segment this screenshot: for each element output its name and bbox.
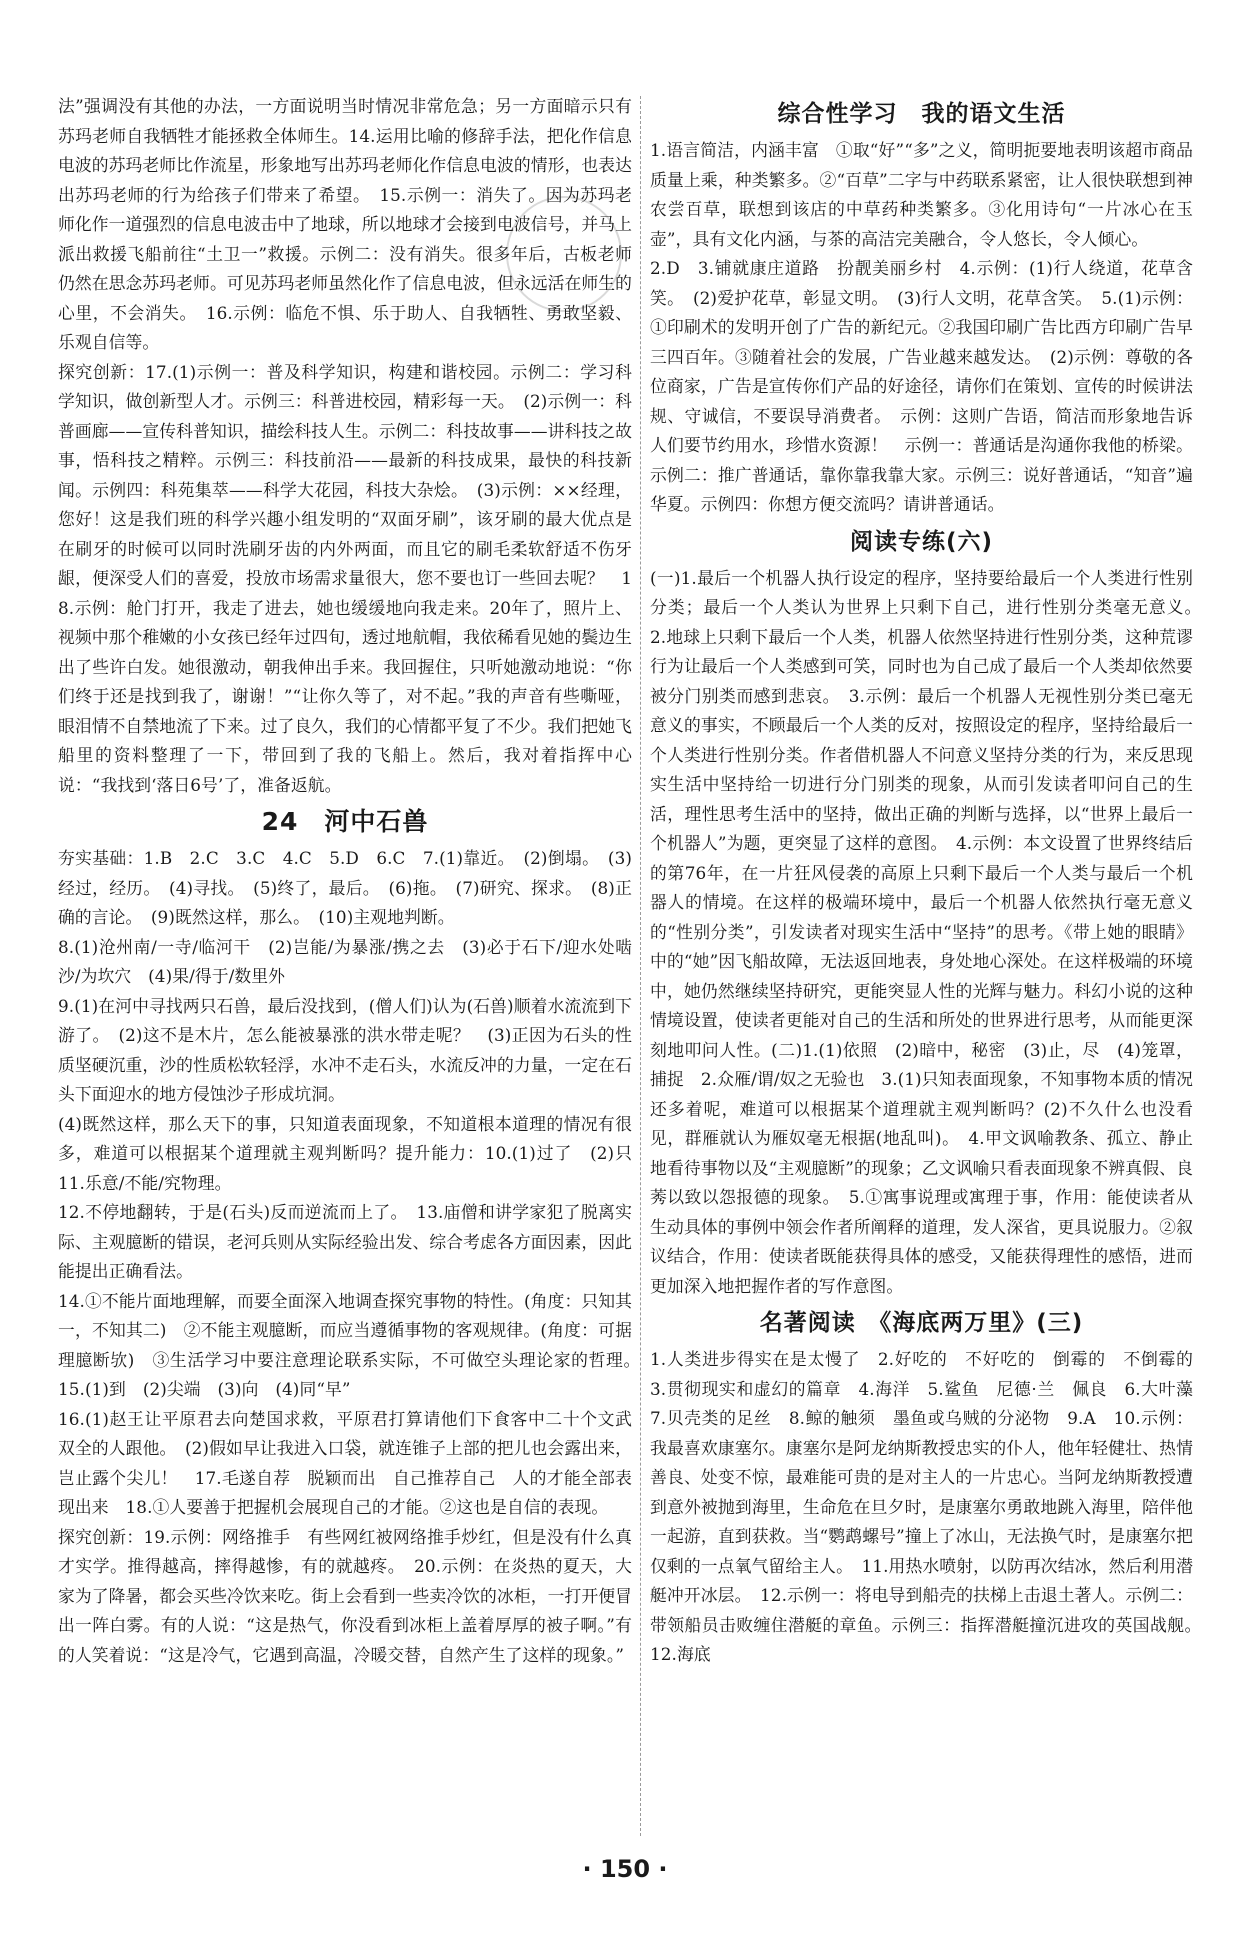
- answer-paragraph: 1.人类进步得实在是太慢了 2.好吃的 不好吃的 倒霉的 不倒霉的 3.贯彻现实和虚幻的篇章 4.海洋 5.鲨鱼 尼德·兰 佩良 6.大叶藻 7.贝壳类的足丝 8.鲸的触须 墨鱼或乌贼的分泌物 9.A 10.示例：我最喜欢康塞尔。康塞尔是阿龙纳斯教授忠实的仆人，他年轻健壮、热情善良、处变不惊，最难能可贵的是对主人的一片忠心。当阿龙纳斯教授遭到意外被抛到海里，生命危在旦夕时，是康塞尔勇敢地跳入海里，陪伴他一起游，直到获救。当“鹦鹉螺号”撞上了冰山，无法换气时，是康塞尔把仅剩的一点氧气留给主人。 11.用热水喷射，以防再次结冰，然后利用潜艇冲开冰层。 12.示例一：将电导到船壳的扶梯上击退土著人。示例二：带领船员击败缠住潜艇的章鱼。示例三：指挥潜艇撞沉进攻的英国战舰。 12.海底: [650, 1349, 1210, 1664]
- answer-paragraph: 法”强调没有其他的办法，一方面说明当时情况非常危急；另一方面暗示只有苏玛老师自我牺牲才能拯救全体师生。14.运用比喻的修辞手法，把化作信息电波的苏玛老师比作流星，形象地写出苏玛老师化作信息电波的情形，也表达出苏玛老师的行为给孩子们带来了希望。 15.示例一：消失了。因为苏玛老师化作一道强烈的信息电波击中了地球，所以地球才会接到电波信号，并马上派出救援飞船前往“土卫一”救援。示例二：没有消失。很多年后，古板老师仍然在思念苏玛老师。可见苏玛老师虽然化作了信息电波，但永远活在师生的心里，不会消失。 16.示例：临危不惧、乐于助人、自我牺牲、勇敢坚毅、乐观自信等。: [58, 96, 632, 352]
- column-divider: [640, 96, 641, 1836]
- answer-paragraph: 2.D 3.铺就康庄道路 扮靓美丽乡村 4.示例：(1)行人绕道，花草含笑。 (2)爱护花草，彰显文明。 (3)行人文明，花草含笑。 5.(1)示例：①印刷术的发明开创了广告的新纪元。②我国印刷广告比西方印刷广告早三四百年。③随着社会的发展，广告业越来越发达。 (2)示例：尊敬的各位商家，广告是宣传你们产品的好途径，请你们在策划、宣传的时候讲法规、守诚信，不要误导消费者。 示例：这则广告语，简洁而形象地告诉人们要节约用水，珍惜水资源！ 示例一：普通话是沟通你我他的桥梁。示例二：推广普通话，靠你靠我靠大家。示例三：说好普通话，“知音”遍华夏。示例四：你想方便交流吗？请讲普通话。: [650, 258, 1193, 514]
- section-heading: 阅读专练(六): [849, 528, 994, 555]
- answer-paragraph: 9.(1)在河中寻找两只石兽，最后没找到，(僧人们)认为(石兽)顺着水流流到下游了。 (2)这不是木片，怎么能被暴涨的洪水带走呢？ (3)正因为石头的性质坚硬沉重，沙的性质松软轻浮，水冲不走石头，水流反冲的力量，一定在石头下面迎水的地方侵蚀沙子形成坑洞。: [58, 995, 632, 1104]
- answer-paragraph: 16.(1)赵王让平原君去向楚国求救，平原君打算请他们下食客中二十个文武双全的人跟他。 (2)假如早让我进入口袋，就连锥子上部的把儿也会露出来，岂止露个尖儿！ 17.毛遂自荐 脱颖而出 自己推荐自己 人的才能全部表现出来 18.①人要善于把握机会展现自己的才能。②这也是自信的表现。: [58, 1408, 632, 1517]
- right-column: [650, 92, 1210, 1670]
- answer-paragraph: 14.①不能片面地理解，而要全面深入地调查探究事物的特性。(角度：只知其一，不知其二) ②不能主观臆断，而应当遵循事物的客观规律。(角度：可据理臆断欤) ③生活学习中要注意理论联系实际，不可做空头理论家的哲理。 15.(1)到 (2)尖端 (3)向 (4)同“早”: [58, 1290, 649, 1399]
- section-heading: 综合性学习 我的语文生活: [777, 101, 1066, 127]
- answer-paragraph: (4)既然这样，那么天下的事，只知道表面现象，不知道根本道理的情况有很多，难道可以根据某个道理就主观判断吗？提升能力：10.(1)过了 (2)只 11.乐意/不能/究物理。: [58, 1113, 649, 1193]
- answer-paragraph: (一)1.最后一个机器人执行设定的程序，坚持要给最后一个人类进行性别分类；最后一个人类认为世界上只剩下自己，进行性别分类毫无意义。 2.地球上只剩下最后一个人类，机器人依然坚持进行性别分类，这种荒谬行为让最后一个人类感到可笑，同时也为自己成了最后一个人类却依然要被分门别类而感到悲哀。 3.示例：最后一个机器人无视性别分类已毫无意义的事实，不顾最后一个人类的反对，按照设定的程序，坚持给最后一个人类进行性别分类。作者借机器人不问意义坚持分类的行为，来反思现实生活中坚持给一切进行分门别类的现象，从而引发读者叩问自己的生活，理性思考生活中的坚持，做出正确的判断与选择，以“世界上最后一个机器人”为题，更突显了这样的意图。 4.示例：本文设置了世界终结后的第76年，在一片狂风侵袭的高原上只剩下最后一个人类与最后一个机器人的情境。在这样的极端环境中，最后一个机器人依然执行毫无意义的“性别分类”，引发读者对现实生活中“坚持”的思考。《带上她的眼睛》中的“她”因飞船故障，无法返回地表，身处地心深处。在这样极端的环境中，她仍然继续坚持研究，更能突显人性的光辉与魅力。科幻小说的这种情境设置，使读者更能对自己的生活和所处的世界进行思考，从而能更深刻地叩问人性。(二)1.(1)依照 (2)暗中，秘密 (3)止，尽 (4)笼罩，捕捉 2.众雁/谓/奴之无验也 3.(1)只知表面现象，不知事物本质的情况还多着呢，难道可以根据某个道理就主观判断吗？(2)不久什么也没看见，群雁就认为雁奴毫无根据(地乱叫)。 4.甲文讽喻教条、孤立、静止地看待事物以及“主观臆断”的现象；乙文讽喻只看表面现象不辨真假、良莠以致以怨报德的现象。 5.①寓事说理或寓理于事，作用：能使读者从生动具体的事例中领会作者所阐释的道理，发人深省，更具说服力。②叙议结合，作用：使读者既能获得具体的感受，又能获得理性的感悟，进而更加深入地把握作者的写作意图。: [650, 567, 1210, 1296]
- section-heading: 名著阅读 《海底两万里》(三): [759, 1310, 1084, 1336]
- answer-paragraph: 探究创新：17.(1)示例一：普及科学知识，构建和谐校园。示例二：学习科学知识，做创新型人才。示例三：科普进校园，精彩每一天。 (2)示例一：科普画廊——宣传科普知识，描绘科技人生。示例二：科技故事——讲科技之故事，悟科技之精粹。示例三：科技前沿——最新的科技成果，最快的科技新闻。示例四：科苑集萃——科学大花园，科技大杂烩。 (3)示例：××经理，您好！这是我们班的科学兴趣小组发明的“双面牙刷”，该牙刷的最大优点是在刷牙的时候可以同时洗刷牙齿的内外两面，而且它的刷毛柔软舒适不伤牙龈，便深受人们的喜爱，投放市场需求量很大，您不要也订一些回去呢？ 18.示例：舱门打开，我走了进去，她也缓缓地向我走来。20年了，照片上、视频中那个稚嫩的小女孩已经年过四旬，透过地航帽，我依稀看见她的鬓边生出了些许白发。她很激动，朝我伸出手来。我回握住，只听她激动地说：“你们终于还是找到我了，谢谢！”“让你久等了，对不起。”我的声音有些嘶哑，眼泪情不自禁地流了下来。过了良久，我们的心情都平复了不少。我们把她飞船里的资料整理了一下，带回到了我的飞船上。然后，我对着指挥中心说：“我找到‘落日6号’了，准备返航。: [58, 361, 632, 795]
- left-column: [58, 92, 649, 1670]
- page-number: · 150 ·: [582, 1855, 668, 1883]
- answer-paragraph: 12.不停地翻转，于是(石头)反而逆流而上了。 13.庙僧和讲学家犯了脱离实际、主观臆断的错误，老河兵则从实际经验出发、综合考虑各方面因素，因此能提出正确看法。: [58, 1202, 632, 1281]
- answer-paragraph: 1.语言简洁，内涵丰富 ①取“好”“多”之义，简明扼要地表明该超市商品质量上乘，种类繁多。②“百草”二字与中药联系紧密，让人很快联想到神农尝百草，联想到该店的中草药种类繁多。③化用诗句“一片冰心在玉壶”，具有文化内涵，与茶的高洁完美融合，令人悠长，令人倾心。: [650, 140, 1193, 249]
- answer-paragraph: 8.(1)沧州南/一寺/临河干 (2)岂能/为暴涨/携之去 (3)必于石下/迎水处啮沙/为坎穴 (4)果/得于/数里外: [58, 936, 632, 986]
- answer-paragraph: 探究创新：19.示例：网络推手 有些网红被网络推手炒红，但是没有什么真才实学。推得越高，摔得越惨，有的就越疼。 20.示例：在炎热的夏天，大家为了降暑，都会买些冷饮来吃。街上会看到一些卖冷饮的冰柜，一打开便冒出一阵白雾。有的人说：“这是热气，你没看到冰柜上盖着厚厚的被子啊。”有的人笑着说：“这是冷气，它遇到高温，冷暖交替，自然产生了这样的现象。”: [58, 1526, 632, 1665]
- section-heading: 24 河中石兽: [261, 807, 429, 836]
- answer-paragraph: 夯实基础：1.B 2.C 3.C 4.C 5.D 6.C 7.(1)靠近。 (2)倒塌。 (3)经过，经历。 (4)寻找。 (5)终了，最后。 (6)拖。 (7)研究、探求。 (8)正确的言论。 (9)既然这样，那么。 (10)主观地判断。: [58, 848, 632, 927]
